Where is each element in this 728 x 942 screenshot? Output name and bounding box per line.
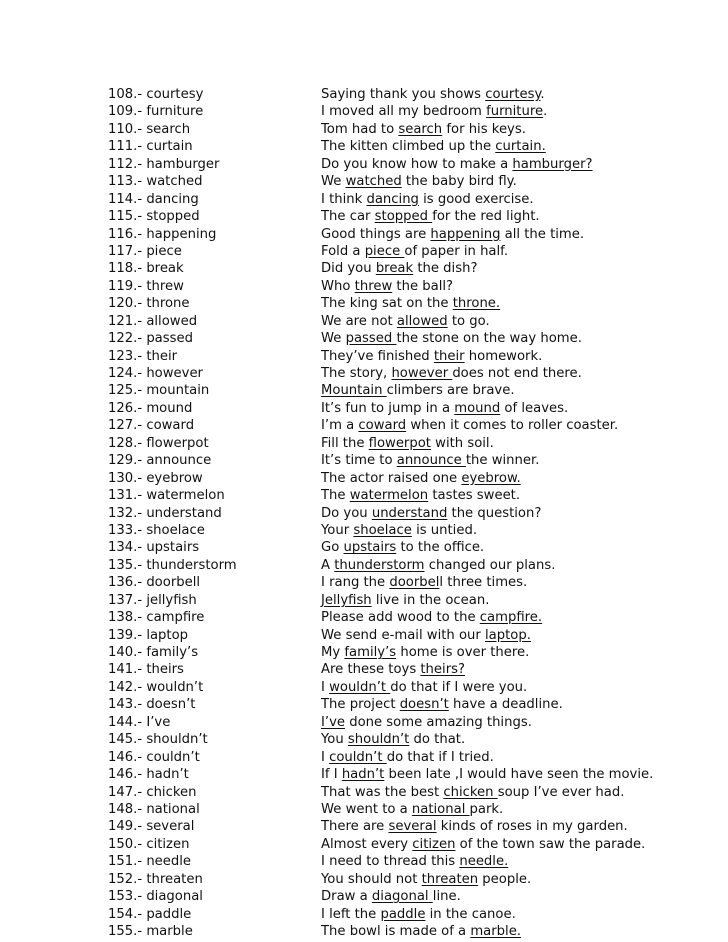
sentence-text-after: is untied. [411,522,478,538]
example-sentence [321,766,653,783]
sentence-text-after: tastes sweet. [428,488,521,504]
underlined-word: shouldn’t [347,732,410,748]
vocabulary-word: 124.- however [108,366,203,381]
vocabulary-row [108,574,708,591]
vocabulary-row [108,191,708,208]
sentence-text-before: If I [321,767,342,783]
vocabulary-row [108,173,708,190]
sentence-text-before: The bowl is made of a [321,924,471,939]
vocabulary-row [108,330,708,347]
underlined-word: doesn’t [399,697,449,713]
example-sentence [321,557,555,574]
example-sentence [321,295,500,312]
sentence-text-before: Almost every [321,836,413,852]
example-sentence [321,330,582,347]
underlined-word: family’s [344,645,397,660]
vocabulary-row [108,470,708,487]
vocabulary-row [108,784,708,801]
vocabulary-row [108,313,708,330]
vocabulary-row [108,121,708,138]
vocabulary-row [108,888,708,905]
vocabulary-word: 120.- throne [108,296,190,312]
sentence-text-before: Good things are [321,226,431,242]
sentence-text-after: kinds of roses in my garden. [436,819,628,835]
vocabulary-row [108,417,708,434]
sentence-text-after: the baby bird fly. [401,174,517,190]
underlined-word: mound [454,400,501,416]
example-sentence [321,103,547,120]
vocabulary-row [108,382,708,399]
vocabulary-word: 110.- search [108,121,191,137]
sentence-text-after: the dish? [413,261,478,277]
example-sentence [321,888,461,905]
vocabulary-row [108,138,708,155]
vocabulary-row [108,731,708,748]
underlined-word: campfire. [479,610,543,626]
vocabulary-word: 132.- understand [108,505,222,521]
sentence-text-before: Do you [321,505,372,521]
example-sentence [321,871,531,888]
vocabulary-word: 143.- doesn’t [108,697,196,713]
example-sentence [321,208,540,225]
vocabulary-word: 127.- coward [108,418,195,434]
vocabulary-word: 148.- national [108,801,200,817]
example-sentence [321,714,532,731]
example-sentence [321,348,542,365]
vocabulary-row [108,243,708,260]
vocabulary-list [108,86,708,940]
sentence-text-after: climbers are brave. [386,383,515,399]
underlined-word: break [375,261,414,277]
sentence-text-before: Are these toys [321,662,421,678]
sentence-text-after: line. [432,889,461,905]
sentence-text-before: You should not [321,871,422,887]
vocabulary-word: 125.- mountain [108,383,210,399]
example-sentence [321,522,477,539]
underlined-word: search [398,121,443,137]
sentence-text-before: It’s time to [321,453,397,469]
sentence-text-before: Do you know how to make a [321,156,513,172]
vocabulary-word: 134.- upstairs [108,540,200,556]
underlined-word: curtain. [495,139,546,155]
vocabulary-row [108,696,708,713]
example-sentence [321,906,516,923]
vocabulary-word: 126.- mound [108,400,193,416]
vocabulary-row [108,400,708,417]
sentence-text-before: We send e-mail with our [321,627,486,643]
example-sentence [321,156,593,173]
vocabulary-row [108,906,708,923]
vocabulary-word: 150.- citizen [108,836,190,852]
vocabulary-word: 121.- allowed [108,313,198,329]
sentence-text-before: I moved all my bedroom [321,104,487,120]
sentence-text-before: The story, [321,366,392,381]
sentence-text-after: to go. [447,313,490,329]
vocabulary-row [108,522,708,539]
sentence-text-before: I [321,749,330,765]
sentence-text-before: Tom had to [321,121,399,137]
sentence-text-after: for the red light. [432,209,540,225]
underlined-word: however [391,366,453,381]
underlined-word: threaten [421,871,479,887]
sentence-text-after: with soil. [430,435,494,451]
sentence-text-before: I’m a [321,418,359,434]
vocabulary-row [108,644,708,661]
vocabulary-row [108,679,708,696]
sentence-text-after: . [543,104,548,120]
sentence-text-before: We went to a [321,801,412,817]
example-sentence [321,435,494,452]
vocabulary-word: 142.- wouldn’t [108,679,204,695]
sentence-text-after: the stone on the way home. [396,331,582,347]
example-sentence [321,121,526,138]
example-sentence [321,609,542,626]
sentence-text-before: Please add wood to the [321,610,480,626]
underlined-word: chicken [443,784,498,800]
sentence-text-before: Saying thank you shows [321,87,486,102]
underlined-word: paddle [380,906,426,922]
vocabulary-row [108,348,708,365]
vocabulary-word: 111.- curtain [108,139,193,155]
sentence-text-before: Fill the [321,435,369,451]
example-sentence [321,278,453,295]
vocabulary-row [108,435,708,452]
sentence-text-after: people. [478,871,532,887]
underlined-word: watermelon [349,488,429,504]
sentence-text-before: We [321,174,346,190]
underlined-word: upstairs [343,540,397,556]
vocabulary-word: 153.- diagonal [108,889,203,905]
example-sentence [321,487,520,504]
vocabulary-row [108,103,708,120]
vocabulary-row [108,487,708,504]
vocabulary-row [108,871,708,888]
underlined-word: stopped [374,209,433,225]
underlined-word: wouldn’t [329,679,391,695]
vocabulary-row [108,156,708,173]
sentence-text-after: the question? [447,505,542,521]
vocabulary-row [108,627,708,644]
sentence-text-after: been late ,I would have seen the movie. [384,767,654,783]
vocabulary-word: 108.- courtesy [108,87,204,102]
sentence-text-before: I [321,679,330,695]
vocabulary-row [108,365,708,382]
sentence-text-after: in the canoe. [425,906,516,922]
vocabulary-word: 154.- paddle [108,906,192,922]
vocabulary-row [108,853,708,870]
sentence-text-before: My [321,645,345,660]
sentence-text-after: for his keys. [442,121,526,137]
underlined-word: national [411,801,470,817]
underlined-word: piece [364,243,405,259]
underlined-word: threw [354,278,393,294]
vocabulary-row [108,818,708,835]
underlined-word: dancing [366,191,419,207]
vocabulary-word: 151.- needle [108,854,192,870]
vocabulary-word: 123.- their [108,348,178,364]
sentence-text-after: of paper in half. [404,243,509,259]
vocabulary-word: 138.- campfire [108,610,205,626]
example-sentence [321,853,508,870]
example-sentence [321,539,484,556]
sentence-text-before: Who [321,278,355,294]
underlined-word: their [433,348,465,364]
sentence-text-after: l three times. [439,575,528,591]
underlined-word: hadn’t [341,767,385,783]
example-sentence [321,818,628,835]
underlined-word: marble. [470,924,522,939]
vocabulary-row [108,592,708,609]
sentence-text-after: done some amazing things. [345,714,532,730]
sentence-text-after: the winner. [465,453,540,469]
underlined-word: doorbel [389,575,440,591]
underlined-word: happening [430,226,501,242]
vocabulary-row [108,609,708,626]
vocabulary-word: 144.- I’ve [108,714,171,730]
underlined-word: throne. [452,296,501,312]
underlined-word: passed [345,331,397,347]
underlined-word: shoelace [353,522,412,538]
vocabulary-word: 152.- threaten [108,871,203,887]
vocabulary-row [108,260,708,277]
vocabulary-row [108,452,708,469]
example-sentence [321,86,545,103]
sentence-text-after: do that if I were you. [390,679,528,695]
sentence-text-before: I think [321,191,367,207]
sentence-text-after: soup I’ve ever had. [497,784,625,800]
sentence-text-before: Fold a [321,243,365,259]
example-sentence [321,191,534,208]
vocabulary-word: 146.- hadn’t [108,767,189,783]
vocabulary-row [108,923,708,940]
sentence-text-before: It’s fun to jump in a [321,400,455,416]
sentence-text-before: There are [321,819,389,835]
example-sentence [321,505,541,522]
vocabulary-word: 114.- dancing [108,191,199,207]
sentence-text-after: the ball? [392,278,454,294]
sentence-text-before: They’ve finished [321,348,434,364]
vocabulary-word: 146.- couldn’t [108,749,200,765]
example-sentence [321,574,527,591]
sentence-text-before: A [321,557,335,573]
vocabulary-word: 137.- jellyfish [108,592,197,608]
example-sentence [321,417,618,434]
vocabulary-row [108,278,708,295]
sentence-text-before: Did you [321,261,376,277]
underlined-word: Jellyfish [321,592,372,608]
sentence-text-after: when it comes to roller coaster. [406,418,619,434]
vocabulary-word: 118.- break [108,261,184,277]
example-sentence [321,365,582,382]
example-sentence [321,226,584,243]
vocabulary-word: 116.- happening [108,226,217,242]
vocabulary-word: 115.- stopped [108,209,200,225]
underlined-word: diagonal [371,889,433,905]
sentence-text-before: I left the [321,906,381,922]
vocabulary-row [108,226,708,243]
underlined-word: flowerpot [368,435,431,451]
sentence-text-before: The project [321,697,400,713]
vocabulary-word: 139.- laptop [108,627,189,643]
example-sentence [321,400,568,417]
underlined-word: eyebrow. [461,470,521,486]
sentence-text-after: of leaves. [500,400,569,416]
sentence-text-after: have a deadline. [448,697,563,713]
vocabulary-row [108,801,708,818]
sentence-text-before: We are not [321,313,397,329]
example-sentence [321,679,527,696]
example-sentence [321,749,494,766]
sentence-text-after: live in the ocean. [371,592,490,608]
sentence-text-before: Your [321,522,354,538]
vocabulary-row [108,766,708,783]
vocabulary-word: 136.- doorbell [108,575,201,591]
underlined-word: furniture [486,104,544,120]
vocabulary-word: 129.- announce [108,453,212,469]
example-sentence [321,592,489,609]
vocabulary-word: 149.- several [108,819,195,835]
sentence-text-after: . [540,87,545,102]
vocabulary-word: 147.- chicken [108,784,197,800]
example-sentence [321,923,521,940]
sentence-text-before: The car [321,209,375,225]
example-sentence [321,260,477,277]
example-sentence [321,470,521,487]
underlined-word: citizen [412,836,456,852]
sentence-text-after: of the town saw the parade. [455,836,646,852]
sentence-text-before: That was the best [321,784,444,800]
vocabulary-word: 130.- eyebrow [108,470,203,486]
example-sentence [321,801,503,818]
sentence-text-after: does not end there. [452,366,582,381]
underlined-word: needle. [459,854,509,870]
vocabulary-row [108,749,708,766]
vocabulary-word: 133.- shoelace [108,522,205,538]
vocabulary-word: 109.- furniture [108,104,204,120]
sentence-text-before: Draw a [321,889,372,905]
example-sentence [321,661,465,678]
vocabulary-word: 155.- marble [108,924,193,939]
underlined-word: thunderstorm [334,557,425,573]
sentence-text-after: park. [469,801,504,817]
underlined-word: understand [371,505,448,521]
sentence-text-after: home is over there. [396,645,530,660]
sentence-text-before: I rang the [321,575,390,591]
sentence-text-after: all the time. [500,226,585,242]
vocabulary-word: 131.- watermelon [108,488,225,504]
vocabulary-word: 145.- shouldn’t [108,732,208,748]
example-sentence [321,452,539,469]
vocabulary-row [108,539,708,556]
sentence-text-before: The actor raised one [321,470,462,486]
sentence-text-after: do that if I tried. [386,749,494,765]
sentence-text-before: The kitten climbed up the [321,139,496,155]
underlined-word: watched [345,174,402,190]
example-sentence [321,243,508,260]
underlined-word: hamburger? [512,156,593,172]
vocabulary-word: 141.- theirs [108,662,184,678]
vocabulary-row [108,714,708,731]
vocabulary-word: 128.- flowerpot [108,435,209,451]
example-sentence [321,836,645,853]
vocabulary-word: 122.- passed [108,331,193,347]
sentence-text-after: homework. [464,348,543,364]
vocabulary-word: 113.- watched [108,174,203,190]
example-sentence [321,784,624,801]
example-sentence [321,644,529,661]
underlined-word: allowed [396,313,448,329]
vocabulary-row [108,557,708,574]
sentence-text-before: You [321,732,348,748]
sentence-text-after: changed our plans. [424,557,556,573]
example-sentence [321,696,563,713]
vocabulary-word: 135.- thunderstorm [108,557,237,573]
example-sentence [321,627,531,644]
underlined-word: couldn’t [329,749,387,765]
vocabulary-row [108,86,708,103]
underlined-word: announce [396,453,466,469]
sentence-text-before: The king sat on the [321,296,453,312]
vocabulary-row [108,208,708,225]
sentence-text-before: We [321,331,346,347]
vocabulary-word: 119.- threw [108,278,184,294]
sentence-text-before: The [321,488,350,504]
underlined-word: laptop. [485,627,531,643]
sentence-text-before: I need to thread this [321,854,460,870]
vocabulary-row [108,295,708,312]
underlined-word: I’ve [321,714,345,730]
underlined-word: theirs? [420,662,465,678]
example-sentence [321,731,465,748]
example-sentence [321,313,490,330]
vocabulary-word: 117.- piece [108,243,182,259]
sentence-text-after: is good exercise. [418,191,534,207]
underlined-word: Mountain [321,383,387,399]
example-sentence [321,382,515,399]
sentence-text-after: do that. [409,732,466,748]
example-sentence [321,173,517,190]
underlined-word: coward [358,418,407,434]
vocabulary-row [108,661,708,678]
sentence-text-before: Go [321,540,344,556]
vocabulary-row [108,836,708,853]
underlined-word: several [388,819,437,835]
vocabulary-word: 140.- family’s [108,645,199,660]
sentence-text-after: to the office. [396,540,485,556]
example-sentence [321,138,546,155]
vocabulary-word: 112.- hamburger [108,156,220,172]
vocabulary-row [108,505,708,522]
underlined-word: courtesy [485,87,541,102]
